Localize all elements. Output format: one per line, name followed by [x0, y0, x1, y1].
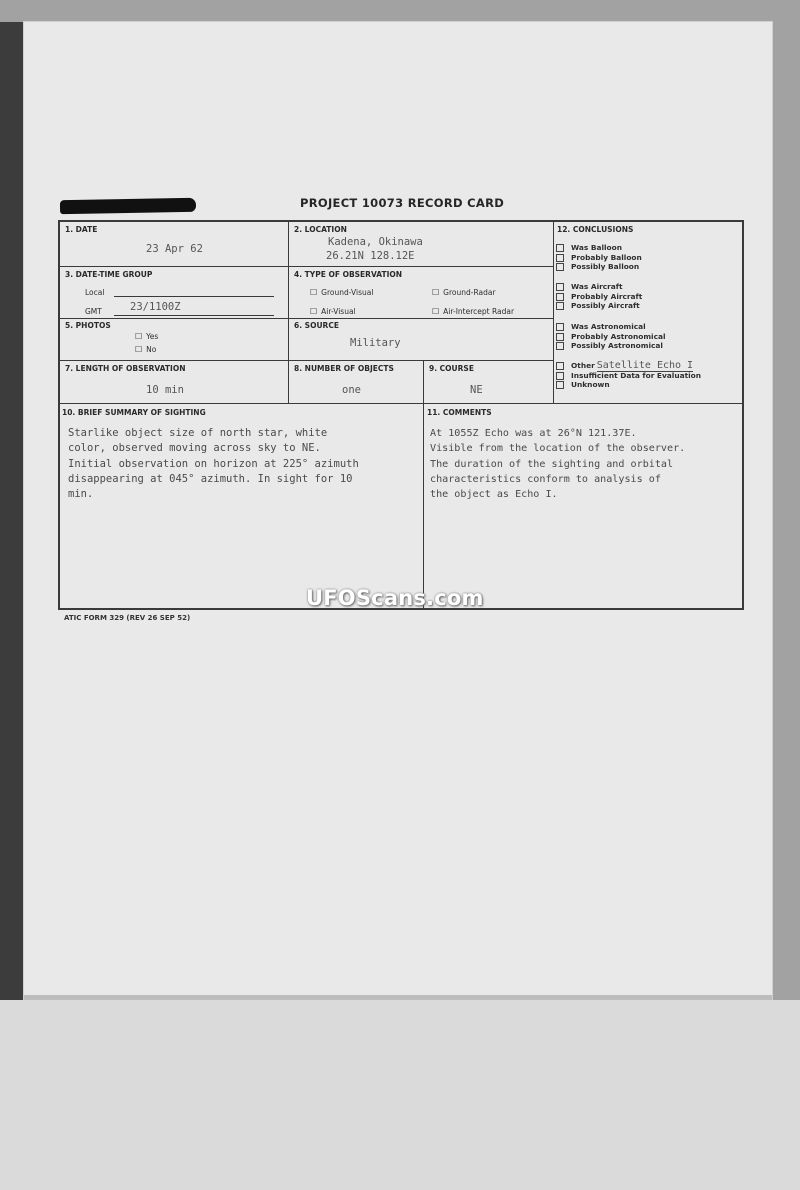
card-title: PROJECT 10073 RECORD CARD	[300, 196, 505, 210]
air-intercept-radar-option: ☐ Air-Intercept Radar	[432, 307, 515, 316]
observation-type-label: 4. TYPE OF OBSERVATION	[294, 270, 403, 279]
checkbox-icon: ☐	[432, 288, 440, 297]
divider-comments	[423, 403, 424, 609]
photos-no-option: ☐ No	[135, 345, 157, 354]
course-value: NE	[470, 384, 483, 396]
air-visual-option: ☐ Air-Visual	[310, 307, 356, 316]
border-left	[58, 220, 60, 609]
length-of-observation-value: 10 min	[146, 384, 184, 396]
divider-row2	[58, 318, 554, 319]
redaction-mark	[60, 198, 196, 214]
location-label: 2. LOCATION	[294, 225, 347, 234]
checkbox-icon	[556, 254, 564, 262]
conclusions-label: 12. CONCLUSIONS	[557, 225, 634, 234]
local-label: Local	[85, 288, 105, 297]
conclusions-other-group: Other Satellite Echo I Insufficient Data for Evaluation Unknown	[556, 361, 701, 390]
checkbox-icon	[556, 381, 564, 389]
gmt-underline	[114, 315, 274, 316]
source-value: Military	[350, 337, 401, 349]
checkbox-icon	[556, 342, 564, 350]
date-value: 23 Apr 62	[146, 243, 203, 255]
checkbox-icon	[556, 372, 564, 380]
divider-conclusions	[553, 220, 554, 403]
checkbox-icon	[556, 283, 564, 291]
divider-course	[423, 360, 424, 403]
checkbox-icon: ☐	[310, 288, 318, 297]
number-of-objects-label: 8. NUMBER OF OBJECTS	[294, 364, 394, 373]
conclusions-aircraft-group: Was Aircraft Probably Aircraft Possibly Aircraft	[556, 282, 642, 311]
divider-row4	[58, 403, 744, 404]
page-edge-shadow	[0, 22, 26, 1022]
conclusions-balloon-group: Was Balloon Probably Balloon Possibly Balloon	[556, 243, 642, 272]
border-right	[742, 220, 744, 609]
datetime-group-label: 3. DATE-TIME GROUP	[65, 270, 153, 279]
divider-row1	[58, 266, 554, 267]
summary-text: Starlike object size of north star, white color, observed moving across sky to NE. Initial observation on horizon at 225° azimuth disappearing at 045° azimuth. In sight for 10 min.	[68, 427, 359, 501]
checkbox-icon	[556, 244, 564, 252]
photos-yes-option: ☐ Yes	[135, 332, 159, 341]
summary-label: 10. BRIEF SUMMARY OF SIGHTING	[62, 408, 206, 417]
checkbox-icon: ☐	[432, 307, 440, 316]
comments-label: 11. COMMENTS	[427, 408, 492, 417]
conclusions-astronomical-group: Was Astronomical Probably Astronomical Possibly Astronomical	[556, 322, 665, 351]
local-underline	[114, 296, 274, 297]
gmt-label: GMT	[85, 307, 102, 316]
checkbox-icon	[556, 362, 564, 370]
comments-text: At 1055Z Echo was at 26°N 121.37E. Visible from the location of the observer. The duration of the sighting and orbital characteristics conform to analysis of the object as Echo I.	[430, 428, 686, 501]
divider-row3	[58, 360, 554, 361]
checkbox-icon: ☐	[310, 307, 318, 316]
conclusion-other-value: Satellite Echo I	[596, 360, 694, 371]
checkbox-icon	[556, 293, 564, 301]
number-of-objects-value: one	[342, 384, 361, 396]
underlying-sheet	[0, 1000, 800, 1190]
length-of-observation-label: 7. LENGTH OF OBSERVATION	[65, 364, 186, 373]
border-top	[58, 220, 744, 222]
checkbox-icon	[556, 263, 564, 271]
checkbox-icon	[556, 323, 564, 331]
checkbox-icon	[556, 333, 564, 341]
ground-visual-option: ☐ Ground-Visual	[310, 288, 374, 297]
date-label: 1. DATE	[65, 225, 98, 234]
location-value-line1: Kadena, Okinawa	[328, 236, 423, 248]
ground-radar-option: ☐ Ground-Radar	[432, 288, 496, 297]
source-label: 6. SOURCE	[294, 321, 339, 330]
gmt-value: 23/1100Z	[130, 301, 181, 313]
checkbox-icon: ☐	[135, 345, 143, 354]
photos-label: 5. PHOTOS	[65, 321, 111, 330]
course-label: 9. COURSE	[429, 364, 474, 373]
watermark: UFOScans.com	[306, 586, 484, 610]
record-card-form	[58, 220, 744, 609]
divider-col1	[288, 220, 289, 403]
location-value-line2: 26.21N 128.12E	[326, 250, 415, 262]
checkbox-icon	[556, 302, 564, 310]
form-identifier: ATIC FORM 329 (REV 26 SEP 52)	[64, 614, 191, 622]
checkbox-icon: ☐	[135, 332, 143, 341]
